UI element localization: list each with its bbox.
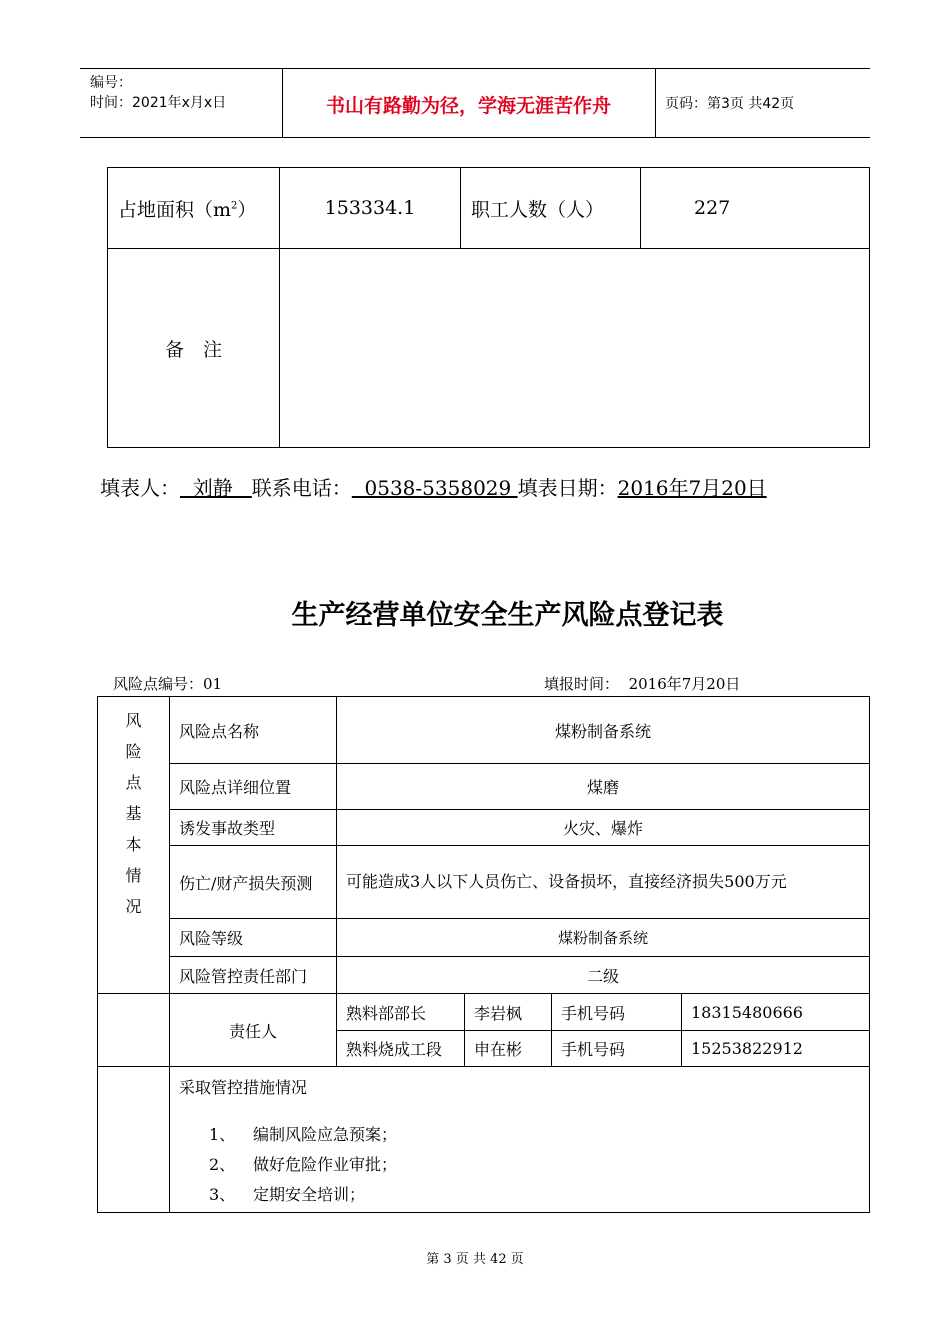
blank-cell — [98, 994, 170, 1067]
measure-item — [179, 1150, 869, 1180]
measure-item — [179, 1180, 869, 1210]
header-time: 时间：2021年x月x日 — [90, 95, 227, 111]
person-position: 熟料烧成工段 — [337, 1031, 465, 1067]
report-time-label: 填报时间： — [544, 675, 620, 693]
phone-value: 0538-5358029 — [351, 476, 518, 500]
section-char: 基 — [125, 804, 142, 823]
section-char: 险 — [125, 742, 142, 761]
risk-level-label: 风险等级 — [170, 919, 337, 957]
section-char: 本 — [125, 835, 142, 854]
area-unit-sup: 2 — [231, 200, 238, 212]
phone-label: 联系电话： — [251, 476, 352, 500]
section-char: 风 — [125, 711, 142, 730]
measure-item — [179, 1120, 869, 1150]
filler-label: 填表人： — [100, 476, 180, 500]
blank-cell — [98, 1067, 170, 1213]
person-phone-label: 手机号码 — [552, 994, 682, 1031]
risk-level-value: 煤粉制备系统 — [337, 919, 870, 957]
staff-value: 227 — [641, 168, 870, 249]
staff-label: 职工人数（人） — [461, 168, 641, 249]
risk-number: 风险点编号：01 — [113, 675, 223, 693]
date-value: 2016年7月20日 — [617, 476, 767, 500]
person-name: 申在彬 — [465, 1031, 552, 1067]
section-label-vertical — [98, 697, 170, 994]
filler-line — [100, 472, 767, 501]
risk-name-value: 煤粉制备系统 — [337, 697, 870, 764]
area-label: 占地面积（m — [118, 198, 232, 221]
measures-cell — [170, 1067, 870, 1213]
risk-table — [97, 696, 870, 1213]
page-header — [80, 68, 870, 138]
area-label-suffix: ） — [237, 198, 257, 221]
loss-forecast-value: 可能造成3人以下人员伤亡、设备损坏，直接经济损失500万元 — [337, 846, 870, 919]
measure-text: 做好危险作业审批； — [253, 1155, 398, 1174]
risk-name-label: 风险点名称 — [170, 697, 337, 764]
report-time-value: 2016年7月20日 — [628, 675, 741, 693]
filler-name: 刘静 — [180, 476, 252, 500]
department-label: 风险管控责任部门 — [170, 957, 337, 994]
person-phone: 18315480666 — [682, 994, 870, 1031]
accident-type-value: 火灾、爆炸 — [337, 810, 870, 846]
measure-text: 定期安全培训； — [253, 1185, 366, 1204]
person-phone-label: 手机号码 — [552, 1031, 682, 1067]
measure-number: 1、 — [209, 1125, 236, 1144]
page-footer: 第 3 页 共 42 页 — [426, 1252, 524, 1267]
location-value: 煤磨 — [337, 764, 870, 810]
responsible-person-label: 责任人 — [170, 994, 337, 1067]
person-phone: 15253822912 — [682, 1031, 870, 1067]
date-label: 填表日期： — [517, 476, 618, 500]
measures-label: 采取管控措施情况 — [179, 1078, 308, 1097]
area-value: 153334.1 — [280, 168, 461, 249]
accident-type-label: 诱发事故类型 — [170, 810, 337, 846]
person-position: 熟料部部长 — [337, 994, 465, 1031]
department-value: 二级 — [337, 957, 870, 994]
section-char: 点 — [125, 773, 142, 792]
measure-text: 编制风险应急预案； — [253, 1125, 398, 1144]
info-table — [107, 167, 870, 448]
section-char: 情 — [125, 866, 142, 885]
header-motto: 书山有路勤为径，学海无涯苦作舟 — [325, 95, 611, 117]
loss-forecast-label: 伤亡/财产损失预测 — [170, 846, 337, 919]
header-divider — [655, 69, 656, 137]
report-time — [544, 673, 740, 694]
header-number: 编号： — [90, 75, 132, 91]
header-page-number: 页码：第3页 共42页 — [665, 96, 795, 112]
remark-label: 备 注 — [108, 249, 280, 448]
remark-value — [280, 249, 870, 448]
header-meta — [90, 73, 226, 113]
person-name: 李岩枫 — [465, 994, 552, 1031]
section-char: 况 — [125, 897, 142, 916]
measure-number: 2、 — [209, 1155, 236, 1174]
area-label-cell — [108, 168, 280, 249]
location-label: 风险点详细位置 — [170, 764, 337, 810]
measure-number: 3、 — [209, 1185, 236, 1204]
form-title: 生产经营单位安全生产风险点登记表 — [291, 600, 724, 631]
